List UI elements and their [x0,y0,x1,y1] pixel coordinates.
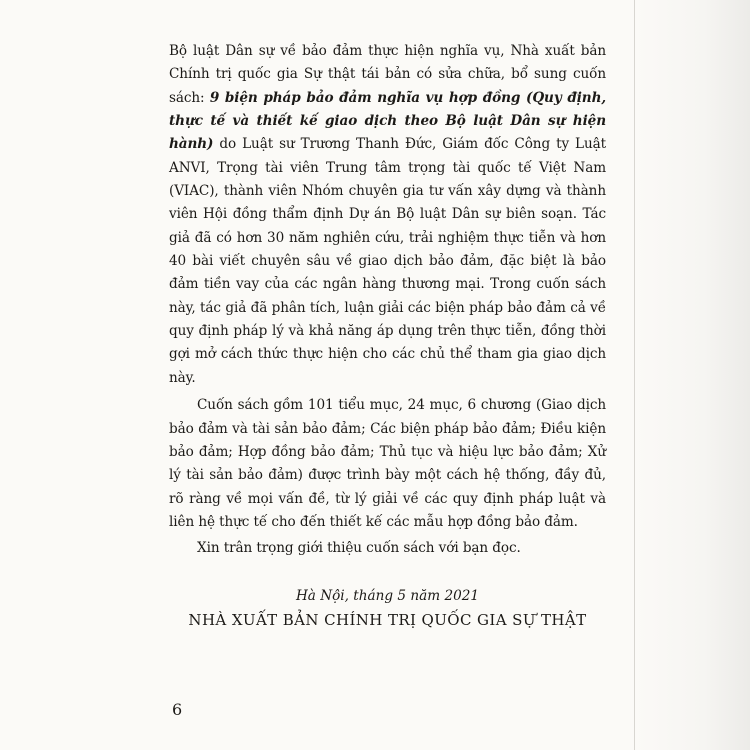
paragraph-intro-text: Bộ luật Dân sự về bảo đảm thực hiện nghĩa vụ, Nhà xuất bản Chính trị quốc gia Sự thật tái bản có sửa chữa, bổ sung cuốn sách: [169,43,606,106]
paragraph-intro-rest: do Luật sư Trương Thanh Đức, Giám đốc Công ty Luật ANVI, Trọng tài viên Trung tâm trọng tài quốc tế Việt Nam (VIAC), thành viên Nhóm chuyên gia tư vấn xây dựng và thành viên Hội đồng thẩm định Dự án Bộ luật Dân sự biên soạn. Tác giả đã có hơn 30 năm nghiên cứu, trải nghiệm thực tiễn và hơn 40 bài viết chuyên sâu về giao dịch bảo đảm, đặc biệt là bảo đảm tiền vay của các ngân hàng thương mại. Trong cuốn sách này, tác giả đã phân tích, luận giải các biện pháp bảo đảm cả về quy định pháp lý và khả năng áp dụng trên thực tiễn, đồng thời gợi mở cách thức thực hiện cho các chủ thể tham gia giao dịch này. [169,136,606,386]
paragraph-contents: Cuốn sách gồm 101 tiểu mục, 24 mục, 6 chương (Giao dịch bảo đảm và tài sản bảo đảm; Các biện pháp bảo đảm; Điều kiện bảo đảm; Hợp đồng bảo đảm; Thủ tục và hiệu lực bảo đảm; Xử lý tài sản bảo đảm) được trình bày một cách hệ thống, đầy đủ, rõ ràng về mọi vấn đề, từ lý giải về các quy định pháp luật và liên hệ thực tế cho đến thiết kế các mẫu hợp đồng bảo đảm. [169,397,606,530]
publisher-signature: NHÀ XUẤT BẢN CHÍNH TRỊ QUỐC GIA SỰ THẬT [188,610,587,629]
paragraph-intro [169,40,606,390]
body-text [169,40,606,631]
page-edge-shadow [634,0,750,750]
page-number: 6 [172,700,183,719]
paragraph-closing: Xin trân trọng giới thiệu cuốn sách với bạn đọc. [197,540,521,557]
place-date: Hà Nội, tháng 5 năm 2021 [295,587,480,604]
book-title: 9 biện pháp bảo đảm nghĩa vụ hợp đồng (Quy định, thực tế và thiết kế giao dịch theo Bộ luật Dân sự hiện hành) [169,89,606,153]
